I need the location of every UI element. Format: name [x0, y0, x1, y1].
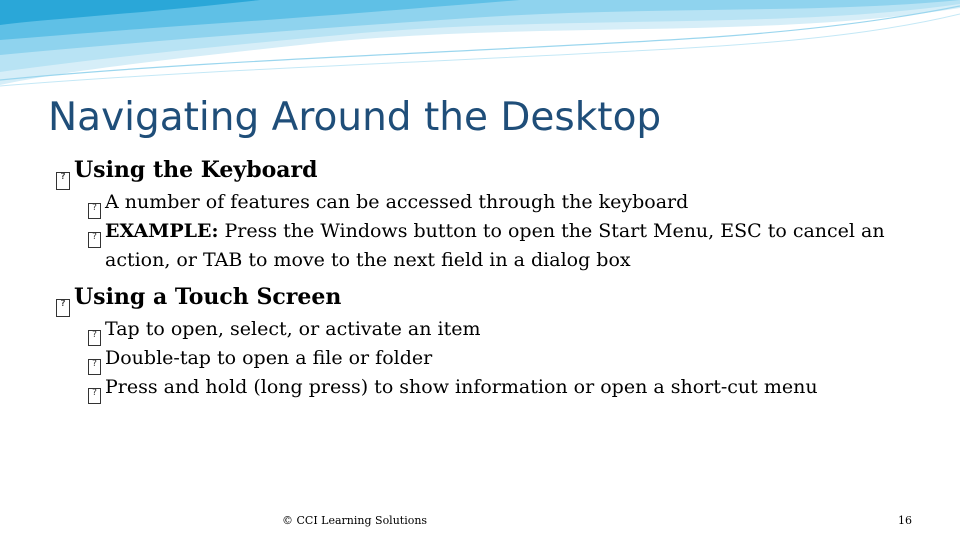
section-heading-label: Using a Touch Screen [74, 284, 342, 310]
list-item [88, 344, 916, 373]
list-item [88, 217, 916, 275]
list-item-text: A number of features can be accessed through the keyboard [105, 191, 689, 213]
example-label: EXAMPLE: [105, 220, 219, 242]
list-item [88, 373, 916, 402]
section-heading-label: Using the Keyboard [74, 157, 318, 183]
list-item [88, 315, 916, 344]
missing-glyph-box-icon: ? [88, 232, 101, 248]
example-text: Press the Windows button to open the Start Menu, ESC to cancel an action, or TAB to move to the next field in a dialog box [105, 220, 885, 271]
missing-glyph-box-icon: ? [56, 172, 70, 190]
missing-glyph-box-icon: ? [88, 203, 101, 219]
list-item-text: Double-tap to open a file or folder [105, 347, 433, 369]
list-item-text: Tap to open, select, or activate an item [105, 318, 481, 340]
section-heading-touch [56, 281, 916, 315]
list-item-text [105, 217, 916, 275]
section-heading-keyboard [56, 154, 916, 188]
missing-glyph-box-icon: ? [88, 359, 101, 375]
decorative-wave-band [0, 0, 960, 95]
missing-glyph-box-icon: ? [88, 388, 101, 404]
list-item-text: Press and hold (long press) to show information or open a short-cut menu [105, 376, 818, 398]
footer-page-number: 16 [898, 514, 912, 527]
slide-title: Navigating Around the Desktop [48, 95, 662, 140]
missing-glyph-box-icon: ? [88, 330, 101, 346]
slide-body [56, 154, 916, 402]
footer-copyright: © CCI Learning Solutions [282, 514, 428, 527]
missing-glyph-box-icon: ? [56, 299, 70, 317]
list-item [88, 188, 916, 217]
